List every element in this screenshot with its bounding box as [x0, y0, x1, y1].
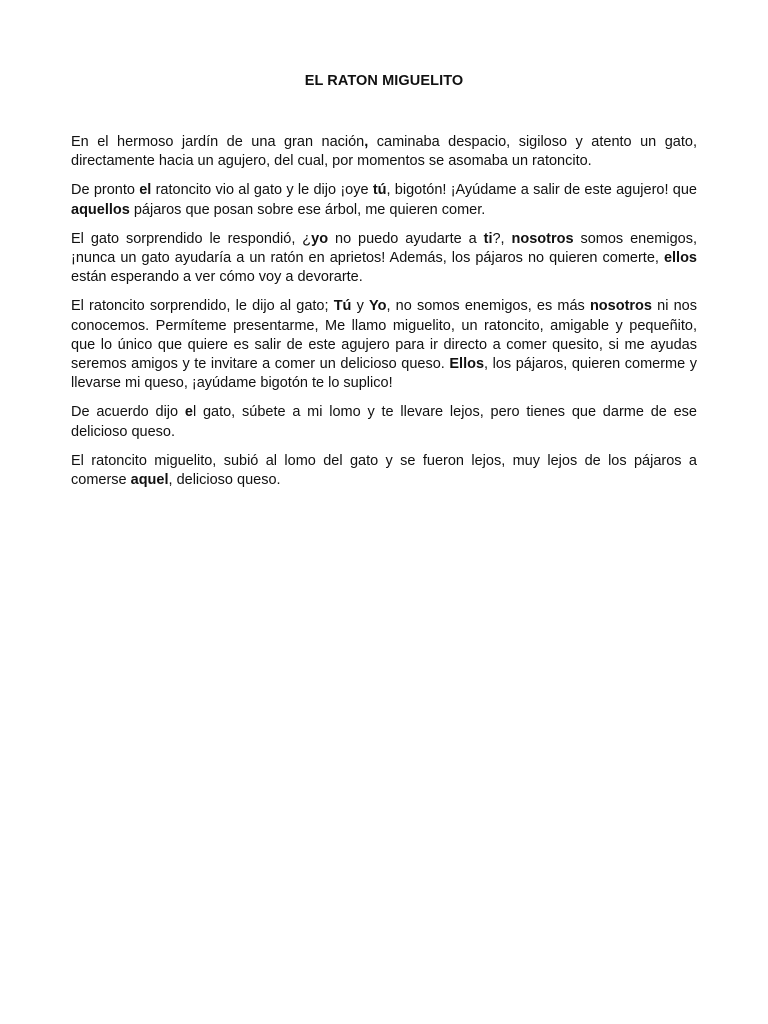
text-run: están esperando a ver cómo voy a devorarte.	[71, 269, 363, 286]
bold-text-run: e	[184, 404, 193, 421]
text-run: ratoncito vio al gato y le dijo ¡oye	[151, 182, 373, 199]
text-run: y	[351, 298, 369, 315]
bold-text-run: Yo	[369, 298, 387, 315]
bold-text-run: ellos	[663, 250, 697, 267]
bold-text-run: ti	[483, 230, 493, 247]
bold-text-run: aquellos	[71, 201, 130, 218]
bold-text-run: nosotros	[511, 230, 574, 247]
text-run: De acuerdo dijo	[71, 404, 185, 421]
bold-text-run: Tú	[333, 298, 352, 315]
paragraph	[71, 181, 697, 219]
paragraph	[71, 230, 697, 288]
text-run: no puedo ayudarte a	[328, 230, 484, 247]
bold-text-run: yo	[311, 230, 329, 247]
bold-text-run: nosotros	[589, 298, 652, 315]
text-run: De pronto	[71, 182, 140, 199]
paragraph	[71, 133, 697, 171]
text-run: ?,	[492, 230, 512, 247]
text-run: El gato sorprendido le respondió, ¿	[71, 230, 312, 247]
bold-text-run: el	[139, 182, 152, 199]
text-run: pájaros que posan sobre ese árbol, me quieren comer.	[129, 201, 486, 218]
text-run: , bigotón! ¡Ayúdame a salir de este agujero! que	[386, 182, 697, 199]
text-run: l gato, súbete a mi lomo y te llevare lejos, pero tienes que darme de ese delicioso queso.	[71, 404, 697, 440]
text-run: ni nos conocemos. Permíteme presentarme, Me llamo miguelito, un ratoncito, amigable y pequeñito, que lo único que quiere es salir de este agujero para ir directo a comer quesito, si me ayudas seremos amigos y te invitare a comer un delicioso queso.	[71, 298, 697, 373]
paragraph	[71, 452, 697, 490]
text-run: , no somos enemigos, es más	[386, 298, 590, 315]
text-run: El ratoncito miguelito, subió al lomo del gato y se fueron lejos, muy lejos de los pájaros a comerse	[71, 452, 697, 489]
text-run: , los pájaros, quieren comerme y llevarse mi queso, ¡ayúdame bigotón te lo suplico!	[71, 356, 698, 392]
document-title: EL RATON MIGUELITO	[304, 73, 464, 89]
text-run: caminaba despacio, sigiloso y atento un gato, directamente hacia un agujero, del cual, por momentos se asomaba un ratoncito.	[71, 134, 697, 170]
bold-text-run: aquel	[130, 472, 169, 489]
text-run: somos enemigos, ¡nunca un gato ayudaría a un ratón en aprietos! Además, los pájaros no quieren comerte,	[71, 230, 697, 267]
bold-text-run: ,	[364, 134, 369, 150]
text-run: , delicioso queso.	[168, 472, 281, 489]
bold-text-run: Ellos	[449, 356, 485, 373]
document-body	[71, 133, 697, 500]
text-run: En el hermoso jardín de una gran nación	[71, 134, 365, 150]
bold-text-run: tú	[372, 182, 387, 199]
paragraph	[71, 297, 697, 393]
text-run: El ratoncito sorprendido, le dijo al gato;	[71, 298, 334, 315]
paragraph	[71, 403, 697, 441]
